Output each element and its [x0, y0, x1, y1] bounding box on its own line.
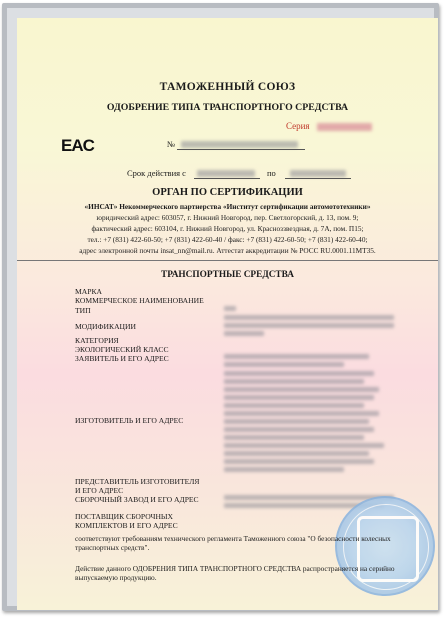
- manufacturer-value-redacted-1: [224, 411, 379, 416]
- validity-to-redacted: [290, 170, 346, 177]
- section-divider: [17, 260, 438, 261]
- union-title: ТАМОЖЕННЫЙ СОЮЗ: [159, 81, 296, 93]
- certification-stamp: [335, 496, 435, 596]
- series-value-redacted: [317, 123, 372, 131]
- certificate-paper: [17, 18, 438, 610]
- field-applicant-label: ЗАЯВИТЕЛЬ И ЕГО АДРЕС: [75, 354, 169, 363]
- manufacturer-value-redacted-7: [224, 459, 374, 464]
- validity-to-label: по: [267, 168, 276, 178]
- eac-logo: EAC: [61, 136, 94, 155]
- modification-value-redacted-2: [224, 323, 394, 328]
- field-brand-label: МАРКА: [75, 287, 103, 296]
- field-modification-label: МОДИФИКАЦИИ: [75, 322, 137, 331]
- organ-phones: тел.: +7 (831) 422-60-50; +7 (831) 422-60-40 / факс: +7 (831) 422-60-50; +7 (831) 422-60-40;: [87, 235, 368, 244]
- field-commercial-name-label: КОММЕРЧЕСКОЕ НАИМЕНОВАНИЕ: [75, 296, 204, 305]
- validity-from-underline: [194, 178, 260, 179]
- field-category-label: КАТЕГОРИЯ: [75, 336, 119, 345]
- field-assembly-plant-label: СБОРОЧНЫЙ ЗАВОД И ЕГО АДРЕС: [75, 495, 199, 504]
- compliance-line-2: транспортных средств".: [75, 543, 150, 552]
- validity-to-underline: [285, 178, 351, 179]
- applicant-value-redacted-1: [224, 354, 369, 359]
- number-value-redacted: [181, 141, 298, 148]
- organ-email-accreditation: адрес электронной почты insat_nn@mail.ru. Аттестат аккредитации № РОСС RU.0001.11МТ35.: [79, 246, 376, 255]
- number-prefix: №: [167, 139, 176, 149]
- field-manufacturer-label: ИЗГОТОВИТЕЛЬ И ЕГО АДРЕС: [75, 416, 184, 425]
- number-underline: [177, 149, 305, 150]
- organ-title: ОРГАН ПО СЕРТИФИКАЦИИ: [152, 187, 303, 198]
- applicant-value-redacted-7: [224, 403, 364, 408]
- manufacturer-value-redacted-6: [224, 451, 369, 456]
- applicant-value-redacted-5: [224, 387, 379, 392]
- field-supplier-label-2: КОМПЛЕКТОВ И ЕГО АДРЕС: [75, 521, 178, 530]
- validity-from-redacted: [197, 170, 255, 177]
- field-type-label: ТИП: [75, 306, 91, 315]
- manufacturer-value-redacted-2: [224, 419, 369, 424]
- manufacturer-value-redacted-4: [224, 435, 364, 440]
- validity-note-line-2: выпускаемую продукцию.: [75, 573, 157, 582]
- validity-label: Срок действия с: [127, 168, 186, 178]
- organ-legal-address: юридический адрес: 603057, г. Нижний Новгород, пер. Светлогорский, д. 13, пом. 9;: [96, 213, 359, 222]
- document-title: ОДОБРЕНИЕ ТИПА ТРАНСПОРТНОГО СРЕДСТВА: [106, 102, 349, 113]
- field-supplier-label-1: ПОСТАВЩИК СБОРОЧНЫХ: [75, 512, 174, 521]
- applicant-value-redacted-3: [224, 371, 374, 376]
- compliance-line-1: соответствуют требованиям технического регламента Таможенного союза "О безопасности колесных: [75, 534, 391, 543]
- certificate-frame: [2, 3, 439, 611]
- manufacturer-value-redacted-3: [224, 427, 374, 432]
- field-eco-class-label: ЭКОЛОГИЧЕСКИЙ КЛАСС: [75, 345, 169, 354]
- applicant-value-redacted-2: [224, 362, 344, 367]
- manufacturer-value-redacted-5: [224, 443, 384, 448]
- applicant-value-redacted-6: [224, 395, 374, 400]
- applicant-value-redacted-4: [224, 379, 364, 384]
- series-label: Серия: [286, 121, 310, 131]
- field-representative-label-1: ПРЕДСТАВИТЕЛЬ ИЗГОТОВИТЕЛЯ: [75, 477, 200, 486]
- organ-actual-address: фактический адрес: 603104, г. Нижний Новгород, ул. Красноззвездная, д. 7А, пом. П15;: [91, 224, 364, 233]
- field-representative-label-2: И ЕГО АДРЕС: [75, 486, 124, 495]
- type-value-redacted: [224, 306, 236, 311]
- validity-note-line-1: Действие данного ОДОБРЕНИЯ ТИПА ТРАНСПОРТНОГО СРЕДСТВА распространяется на серийно: [75, 564, 395, 573]
- modification-value-redacted-1: [224, 315, 394, 320]
- manufacturer-value-redacted-8: [224, 467, 344, 472]
- modification-value-redacted-3: [224, 331, 264, 336]
- organ-name: «ИНСАТ» Некоммерческого партнерства «Институт сертификации автомототехники»: [84, 202, 371, 211]
- section-title: ТРАНСПОРТНЫЕ СРЕДСТВА: [161, 270, 294, 280]
